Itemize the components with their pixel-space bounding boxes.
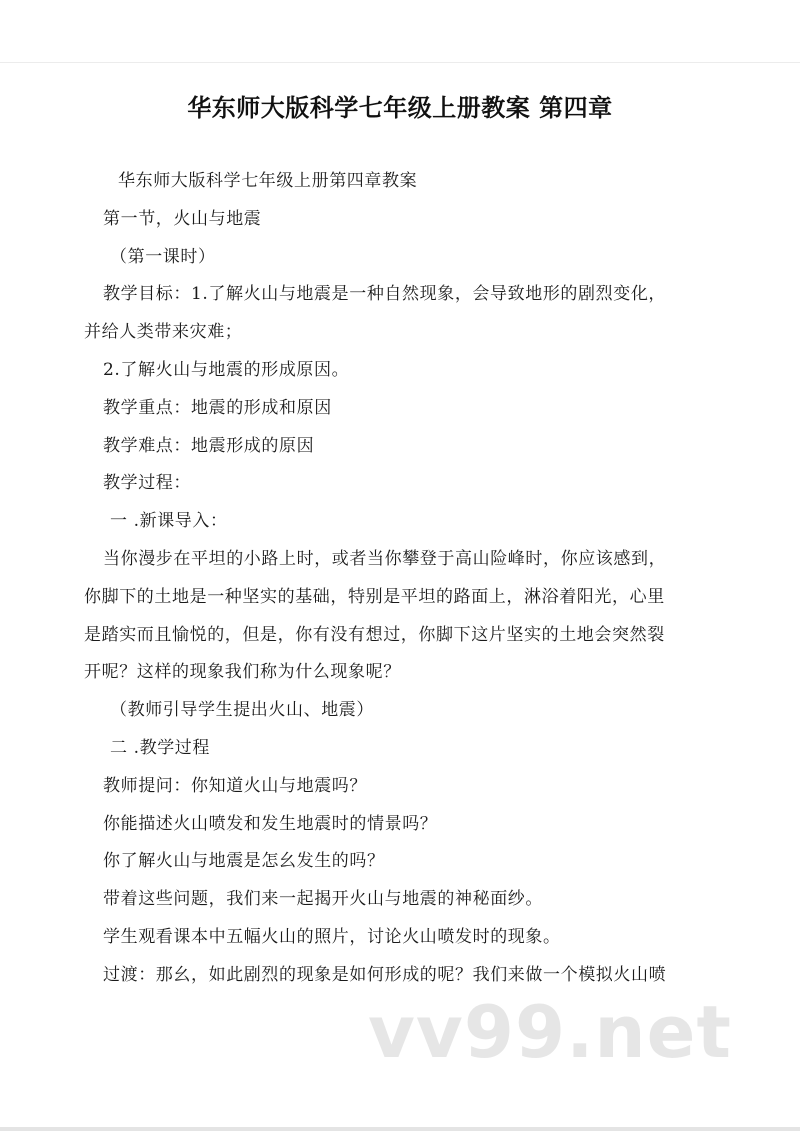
- paragraph-line: 并给人类带来灾难；: [84, 322, 243, 343]
- paragraph-line: 过渡：那幺，如此剧烈的现象是如何形成的呢？我们来做一个模拟火山喷: [103, 964, 667, 985]
- paragraph-line: 教师提问：你知道火山与地震吗？: [103, 775, 367, 796]
- paragraph-line: 教学过程：: [103, 473, 191, 494]
- paragraph-line: 教学重点：地震的形成和原因: [103, 397, 332, 418]
- site-watermark: vv99.net: [368, 990, 732, 1074]
- paragraph-line: 一 .新课导入：: [110, 511, 228, 532]
- paragraph-line: 是踏实而且愉悦的，但是，你有没有想过，你脚下这片坚实的土地会突然裂: [84, 624, 665, 645]
- paragraph-line: 二 .教学过程: [110, 737, 211, 758]
- paragraph-line: 学生观看课本中五幅火山的照片，讨论火山喷发时的现象。: [103, 926, 561, 947]
- paragraph-line: 带着这些问题，我们来一起揭开火山与地震的神秘面纱。: [103, 889, 543, 910]
- paragraph-line: 当你漫步在平坦的小路上时，或者当你攀登于高山险峰时，你应该感到，: [103, 548, 667, 569]
- bottom-divider: [0, 1127, 800, 1131]
- document-title: 华东师大版科学七年级上册教案 第四章: [187, 94, 613, 122]
- paragraph-line: 教学目标：1.了解火山与地震是一种自然现象，会导致地形的剧烈变化，: [103, 284, 667, 305]
- paragraph-line: 教学难点：地震形成的原因: [103, 435, 315, 456]
- paragraph-line: 第一节，火山与地震: [103, 208, 262, 229]
- top-divider: [0, 62, 800, 63]
- document-body: [84, 163, 724, 995]
- paragraph-line: 你了解火山与地震是怎幺发生的吗？: [103, 851, 385, 872]
- paragraph-line: 开呢？这样的现象我们称为什么现象呢？: [84, 662, 401, 683]
- paragraph-line: （教师引导学生提出火山、地震）: [110, 700, 374, 721]
- paragraph-line: 华东师大版科学七年级上册第四章教案: [118, 171, 418, 191]
- paragraph-line: （第一课时）: [110, 246, 216, 267]
- paragraph-line: 你能描述火山喷发和发生地震时的情景吗？: [103, 813, 438, 834]
- paragraph-line: 你脚下的土地是一种坚实的基础，特别是平坦的路面上，淋浴着阳光，心里: [84, 586, 665, 607]
- paragraph-line: 2.了解火山与地震的形成原因。: [103, 359, 350, 380]
